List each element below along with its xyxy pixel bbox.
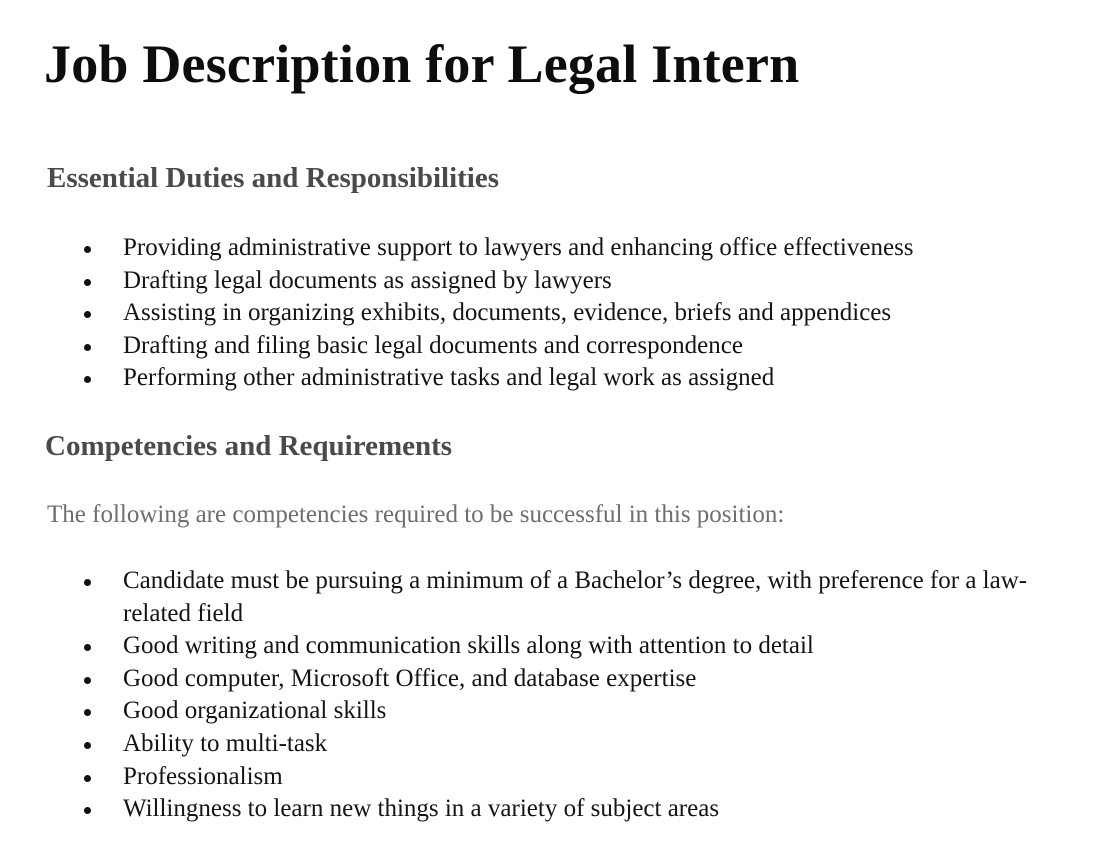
bullet-icon [84,246,91,253]
list-item-text: Ability to multi-task [123,729,328,757]
bullet-icon [84,311,91,318]
bullet-icon [84,376,91,383]
list-item-text: Drafting and filing basic legal documents and correspondence [123,331,743,359]
list-item [0,362,1083,395]
bullet-icon [84,677,91,684]
list-item [0,761,1083,794]
list-item-text: Performing other administrative tasks and legal work as assigned [123,364,775,392]
list-item [0,297,1083,330]
bullet-icon [84,807,91,814]
bullet-icon [84,709,91,716]
list-item-text: Good organizational skills [123,697,387,725]
list-item-text: Good computer, Microsoft Office, and database expertise [123,664,697,692]
list-item-text: Drafting legal documents as assigned by lawyers [123,266,612,294]
competencies-heading: Competencies and Requirements [45,430,453,462]
bullet-icon [84,644,91,651]
list-item-text: Assisting in organizing exhibits, documents, evidence, briefs and appendices [123,299,892,327]
list-item-text: Candidate must be pursuing a minimum of a Bachelor’s degree, with preference for a law-related field [123,567,1028,627]
competencies-list [0,565,1083,826]
duties-heading: Essential Duties and Responsibilities [47,162,500,194]
page-title: Job Description for Legal Intern [44,34,800,94]
bullet-icon [84,775,91,782]
bullet-icon [84,579,91,586]
list-item [0,695,1083,728]
list-item [0,630,1083,663]
list-item [0,793,1083,826]
list-item [0,565,1083,630]
list-item [0,728,1083,761]
list-item [0,330,1083,363]
list-item-text: Willingness to learn new things in a variety of subject areas [123,795,720,823]
bullet-icon [84,279,91,286]
bullet-icon [84,344,91,351]
list-item [0,265,1083,298]
list-item [0,232,1083,265]
list-item-text: Professionalism [123,762,283,790]
list-item-text: Providing administrative support to lawyers and enhancing office effectiveness [123,234,914,261]
list-item [0,663,1083,696]
bullet-icon [84,742,91,749]
competencies-intro: The following are competencies required to be successful in this position: [47,501,785,528]
list-item-text: Good writing and communication skills along with attention to detail [123,632,814,660]
duties-list [0,232,1083,395]
